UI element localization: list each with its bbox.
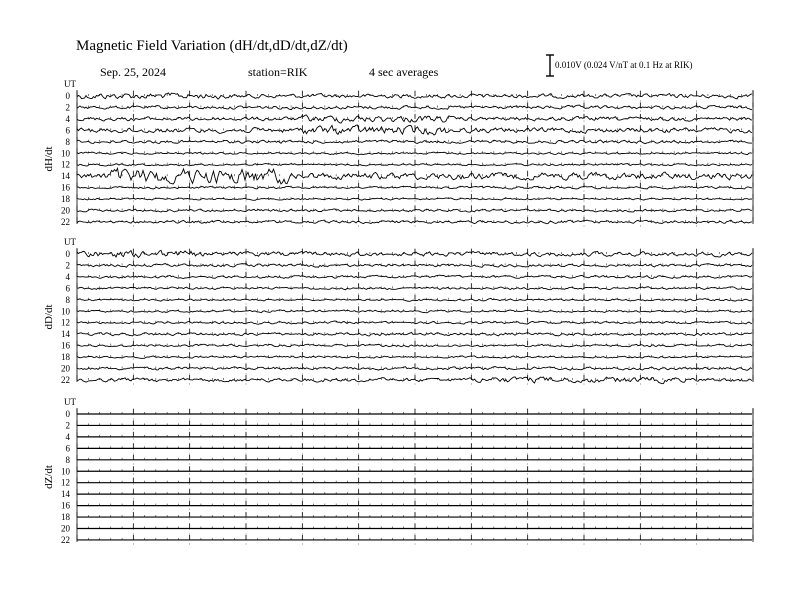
row-label: 4 [65, 431, 70, 442]
trace-dD-dt-0 [77, 250, 752, 257]
row-label: 16 [61, 340, 70, 351]
ut-label-2: UT [64, 237, 76, 247]
row-label: 4 [65, 113, 70, 124]
row-label: 6 [65, 125, 70, 136]
row-label: 14 [61, 171, 70, 182]
row-label: 20 [61, 523, 70, 534]
row-label: 10 [61, 148, 70, 159]
row-label: 0 [65, 249, 70, 259]
row-label: 10 [61, 306, 70, 317]
scale-bar-label: 0.010V (0.024 V/nT at 0.1 Hz at RIK) [555, 60, 693, 70]
date-label: Sep. 25, 2024 [100, 65, 166, 79]
row-label: 2 [65, 102, 70, 113]
row-label: 20 [61, 205, 70, 216]
averaging-label: 4 sec averages [369, 65, 439, 79]
row-label: 10 [61, 466, 70, 477]
row-label: 18 [61, 352, 70, 363]
row-label: 4 [65, 271, 70, 282]
row-label: 16 [61, 182, 70, 193]
trace-dD-dt-10 [77, 310, 752, 313]
row-label: 14 [61, 329, 70, 340]
row-label: 22 [61, 534, 70, 545]
ut-label-1: UT [64, 79, 76, 89]
panel-label-dZ-dt: dZ/dt [43, 465, 55, 489]
trace-dD-dt-8 [77, 298, 752, 301]
row-label: 8 [65, 294, 70, 305]
row-label: 14 [61, 489, 70, 500]
chart-title: Magnetic Field Variation (dH/dt,dD/dt,dZ/dt) [76, 38, 348, 54]
trace-dD-dt-14 [77, 332, 752, 335]
station-label: station=RIK [248, 65, 308, 79]
row-label: 18 [61, 194, 70, 205]
panel-label-dH-dt: dH/dt [43, 146, 55, 172]
trace-dH-dt-4 [77, 115, 752, 123]
row-label: 12 [61, 477, 70, 488]
row-label: 2 [65, 260, 70, 271]
row-label: 22 [61, 216, 70, 227]
row-label: 0 [65, 409, 70, 419]
row-label: 6 [65, 283, 70, 294]
row-label: 12 [61, 159, 70, 170]
row-label: 2 [65, 420, 70, 431]
row-label: 16 [61, 500, 70, 511]
row-label: 6 [65, 443, 70, 454]
trace-dD-dt-22 [77, 377, 752, 384]
trace-dH-dt-0 [77, 93, 752, 99]
row-label: 8 [65, 454, 70, 465]
row-label: 18 [61, 512, 70, 523]
trace-dH-dt-18 [77, 198, 752, 200]
row-label: 22 [61, 374, 70, 385]
trace-dH-dt-14 [77, 168, 752, 184]
row-label: 12 [61, 317, 70, 328]
panel-label-dD-dt: dD/dt [43, 304, 55, 330]
ut-label-3: UT [64, 397, 76, 407]
row-label: 8 [65, 136, 70, 147]
row-label: 20 [61, 363, 70, 374]
row-label: 0 [65, 91, 70, 101]
